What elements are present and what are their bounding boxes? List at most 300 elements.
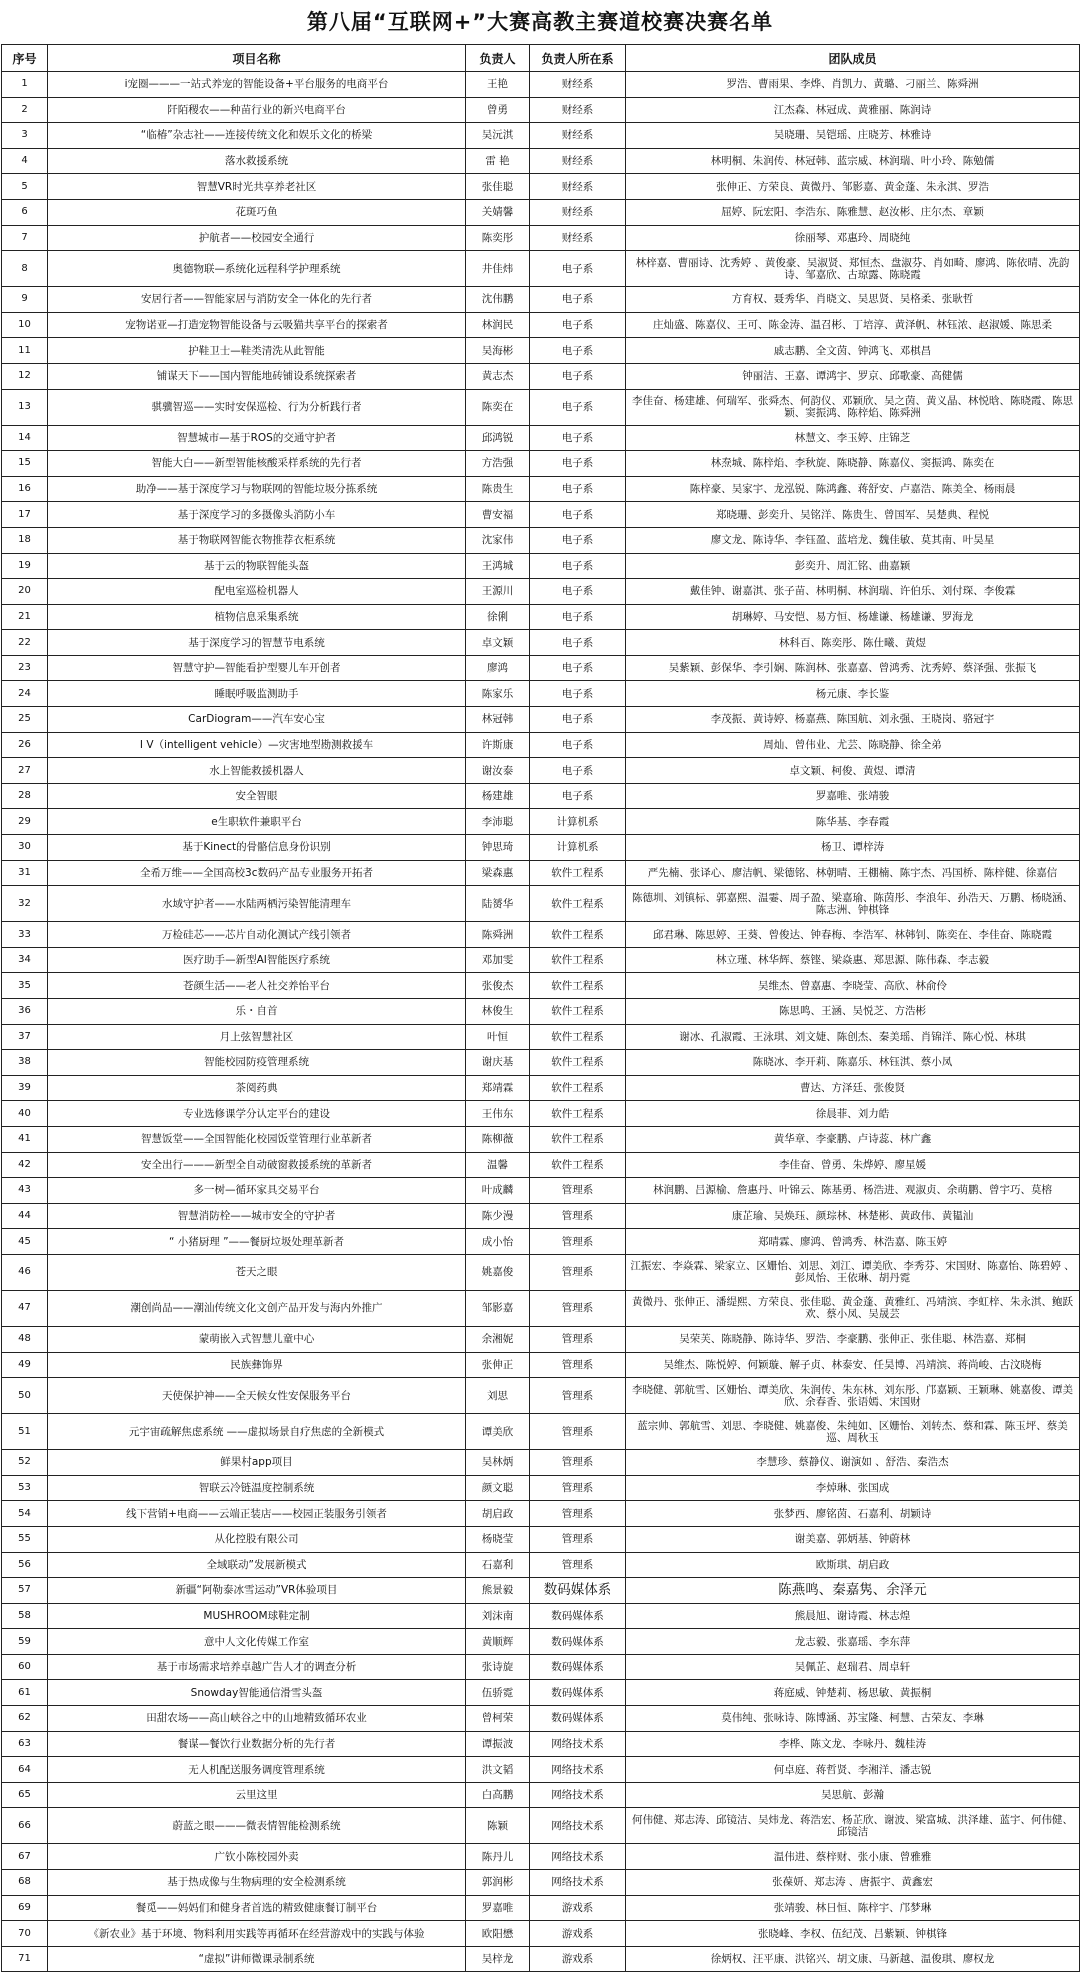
leader-cell: 邱鸿锐 [466,425,530,451]
project-name-cell: 餐谋—餐饮行业数据分析的先行者 [48,1731,466,1757]
row-index: 66 [2,1808,48,1844]
project-name-cell: 配电室巡检机器人 [48,579,466,605]
leader-cell: 罗嘉唯 [466,1895,530,1921]
row-index: 62 [2,1706,48,1732]
project-name-cell: 护鞋卫士—鞋类清洗从此智能 [48,338,466,364]
team-members-cell: 莫伟纯、张咏诗、陈博涵、苏宝隆、柯慧、古荣友、李琳 [626,1706,1080,1732]
table-row [2,476,1080,502]
project-name-cell: 茶阅药典 [48,1075,466,1101]
row-index: 5 [2,174,48,200]
leader-dept-cell: 管理系 [530,1526,626,1552]
team-members-cell: 曹达、方泽廷、张俊贤 [626,1075,1080,1101]
row-index: 39 [2,1075,48,1101]
project-name-cell: 睡眠呼吸监测助手 [48,681,466,707]
team-members-cell: 陈晓冰、李开莉、陈嘉乐、林钰淇、蔡小凤 [626,1050,1080,1076]
leader-dept-cell: 财经系 [530,148,626,174]
header-leader-dept: 负责人所在系 [530,45,626,72]
team-members-cell: 方育权、聂秀华、肖晓文、吴思贤、吴格柔、张耿哲 [626,287,1080,313]
team-members-cell: 庄灿盛、陈嘉仪、王可、陈金涛、温召彬、丁培淳、黄泽帆、林钰浓、赵淑媛、陈思柔 [626,312,1080,338]
table-row [2,860,1080,886]
leader-dept-cell: 财经系 [530,123,626,149]
table-row [2,1706,1080,1732]
leader-cell: 关婧馨 [466,199,530,225]
project-name-cell: 蒙萌嵌入式智慧儿童中心 [48,1326,466,1352]
leader-dept-cell: 电子系 [530,312,626,338]
project-name-cell: 落水救援系统 [48,148,466,174]
leader-cell: 王伟东 [466,1101,530,1127]
leader-cell: 陈颖 [466,1808,530,1844]
leader-dept-cell: 数码媒体系 [530,1706,626,1732]
leader-cell: 李沛聪 [466,809,530,835]
row-index: 65 [2,1782,48,1808]
row-index: 6 [2,199,48,225]
row-index: 25 [2,707,48,733]
leader-cell: 陈奕彤 [466,225,530,251]
team-members-cell: 杨元康、李长鉴 [626,681,1080,707]
row-index: 68 [2,1870,48,1896]
leader-dept-cell: 电子系 [530,758,626,784]
row-index: 3 [2,123,48,149]
row-index: 40 [2,1101,48,1127]
leader-cell: 刘思 [466,1378,530,1414]
leader-cell: 张佳聪 [466,174,530,200]
table-row [2,1378,1080,1414]
row-index: 15 [2,451,48,477]
team-members-cell: 何卓庭、蒋哲贤、李湘洋、潘志锐 [626,1757,1080,1783]
project-name-cell: 鲜果村app项目 [48,1450,466,1476]
leader-cell: 陈丹儿 [466,1844,530,1870]
leader-cell: 陈奕在 [466,389,530,425]
leader-dept-cell: 电子系 [530,287,626,313]
leader-dept-cell: 管理系 [530,1352,626,1378]
table-row [2,1326,1080,1352]
team-members-cell: 熊晨旭、谢诗霞、林志煌 [626,1603,1080,1629]
leader-cell: 胡启政 [466,1501,530,1527]
project-name-cell: 天使保护神——全天候女性安保服务平台 [48,1378,466,1414]
row-index: 28 [2,783,48,809]
project-name-cell: 医疗助手—新型AI智能医疗系统 [48,947,466,973]
leader-cell: 欧阳懋 [466,1921,530,1947]
project-name-cell: 民族彝饰界 [48,1352,466,1378]
table-row [2,1101,1080,1127]
table-row [2,527,1080,553]
table-row [2,1680,1080,1706]
row-index: 24 [2,681,48,707]
table-row [2,783,1080,809]
team-members-cell: 黄华章、李豪鹏、卢诗蕊、林广鑫 [626,1126,1080,1152]
project-name-cell: 从化控股有限公司 [48,1526,466,1552]
leader-cell: 邓加雯 [466,947,530,973]
row-index: 51 [2,1414,48,1450]
project-name-cell: MUSHROOM球鞋定制 [48,1603,466,1629]
table-row [2,1414,1080,1450]
leader-dept-cell: 电子系 [530,363,626,389]
leader-dept-cell: 数码媒体系 [530,1629,626,1655]
leader-cell: 陆赟华 [466,886,530,922]
leader-dept-cell: 电子系 [530,553,626,579]
project-name-cell: 花斑巧鱼 [48,199,466,225]
project-name-cell: 安居行者——智能家居与消防安全一体化的先行者 [48,287,466,313]
leader-cell: 黄顺辉 [466,1629,530,1655]
table-row [2,886,1080,922]
team-members-cell: 李茂振、黄诗婷、杨嘉燕、陈国航、刘永强、王晓岗、骆冠宇 [626,707,1080,733]
row-index: 11 [2,338,48,364]
leader-cell: 伍骄霓 [466,1680,530,1706]
project-name-cell: 智慧饭堂——全国智能化校园饭堂管理行业革新者 [48,1126,466,1152]
row-index: 47 [2,1290,48,1326]
team-members-cell: 江杰森、林冠成、黄雅丽、陈润诗 [626,97,1080,123]
leader-dept-cell: 软件工程系 [530,1050,626,1076]
leader-dept-cell: 软件工程系 [530,1126,626,1152]
project-name-cell: 线下营销+电商——云端正装店——校园正装服务引领者 [48,1501,466,1527]
row-index: 19 [2,553,48,579]
project-name-cell: e生职软件兼职平台 [48,809,466,835]
leader-cell: 温馨 [466,1152,530,1178]
leader-dept-cell: 管理系 [530,1501,626,1527]
row-index: 21 [2,604,48,630]
project-name-cell: 骐骥智巡——实时安保巡检、行为分析践行者 [48,389,466,425]
leader-dept-cell: 管理系 [530,1475,626,1501]
row-index: 7 [2,225,48,251]
table-row [2,1921,1080,1947]
leader-cell: 成小怡 [466,1229,530,1255]
team-members-cell: 严先楠、张译心、廖洁帆、梁德铭、林朝晴、王棚楠、陈宇杰、冯国桥、陈梓健、徐嘉信 [626,860,1080,886]
team-members-cell: 张梦西、廖铭茵、石嘉利、胡颖诗 [626,1501,1080,1527]
table-row [2,148,1080,174]
team-members-cell: 彭奕升、周汇铭、曲嘉颖 [626,553,1080,579]
team-members-cell: 徐炳权、汪平康、洪铭兴、胡文康、马新越、温俊琪、廖权龙 [626,1946,1080,1972]
team-members-cell: 陈燕鸣、秦嘉隽、余泽元 [626,1578,1080,1604]
table-row [2,251,1080,287]
table-row [2,1290,1080,1326]
project-name-cell: 乐・自首 [48,999,466,1025]
leader-cell: 熊景毅 [466,1578,530,1604]
project-name-cell: 智联云冷链温度控制系统 [48,1475,466,1501]
leader-cell: 颜文聪 [466,1475,530,1501]
team-members-cell: 林焘城、陈梓焰、李秋旋、陈晓静、陈嘉仪、窦振鸿、陈奕在 [626,451,1080,477]
team-members-cell: 李晓健、郭航雪、区姗怡、谭美欣、朱润传、朱东林、刘东彤、邝嘉颖、王颖琳、姚嘉俊、谭美欣、余春香、张语嫣、宋国财 [626,1378,1080,1414]
table-row [2,1450,1080,1476]
leader-dept-cell: 软件工程系 [530,999,626,1025]
leader-cell: 石嘉利 [466,1552,530,1578]
leader-cell: 廖鸿 [466,655,530,681]
table-row [2,999,1080,1025]
team-members-cell: 吴维杰、曾嘉惠、李晓莹、高欣、林俞伶 [626,973,1080,999]
leader-cell: 沈伟鹏 [466,287,530,313]
leader-dept-cell: 软件工程系 [530,922,626,948]
project-name-cell: 基于热成像与生物病理的安全检测系统 [48,1870,466,1896]
leader-cell: 王鸿城 [466,553,530,579]
leader-dept-cell: 电子系 [530,783,626,809]
row-index: 69 [2,1895,48,1921]
table-row [2,1229,1080,1255]
leader-cell: 林俊生 [466,999,530,1025]
project-name-cell: I V（intelligent vehicle）—灾害地型勘测救援车 [48,732,466,758]
header-row [2,45,1080,72]
leader-cell: 张俊杰 [466,973,530,999]
row-index: 2 [2,97,48,123]
leader-cell: 郑靖霖 [466,1075,530,1101]
leader-cell: 谢汝泰 [466,758,530,784]
project-name-cell: 安全出行———新型全自动破窗救援系统的革新者 [48,1152,466,1178]
table-row [2,835,1080,861]
row-index: 14 [2,425,48,451]
team-members-cell: 林科百、陈奕彤、陈仕曦、黄煜 [626,630,1080,656]
leader-cell: 钟思琦 [466,835,530,861]
leader-cell: 叶恒 [466,1024,530,1050]
row-index: 17 [2,502,48,528]
team-members-cell: 吴维杰、陈悦婷、何颖璇、解子贞、林泰安、任昊博、冯靖滨、蒋尚峻、古汶晓梅 [626,1352,1080,1378]
table-row [2,1578,1080,1604]
project-name-cell: 智慧VR时光共享养老社区 [48,174,466,200]
row-index: 18 [2,527,48,553]
row-index: 16 [2,476,48,502]
team-members-cell: 张伸正、方荣良、黄微丹、邹影嘉、黄金蓬、朱永淇、罗浩 [626,174,1080,200]
table-row [2,1782,1080,1808]
leader-cell: 陈贵生 [466,476,530,502]
project-name-cell: 月上弦智慧社区 [48,1024,466,1050]
leader-dept-cell: 软件工程系 [530,947,626,973]
row-index: 56 [2,1552,48,1578]
row-index: 45 [2,1229,48,1255]
team-members-cell: 李焯琳、张国成 [626,1475,1080,1501]
row-index: 43 [2,1178,48,1204]
project-name-cell: 智慧城市—基于ROS的交通守护者 [48,425,466,451]
table-row [2,553,1080,579]
leader-cell: 陈少漫 [466,1203,530,1229]
leader-dept-cell: 财经系 [530,225,626,251]
project-name-cell: 水上智能救援机器人 [48,758,466,784]
leader-cell: 王源川 [466,579,530,605]
team-members-cell: 胡琳婷、马安恺、易方恒、杨雄谦、杨雄谦、罗海龙 [626,604,1080,630]
table-row [2,1552,1080,1578]
table-row [2,1629,1080,1655]
team-members-cell: 杨卫、谭梓涛 [626,835,1080,861]
leader-dept-cell: 网络技术系 [530,1808,626,1844]
leader-dept-cell: 电子系 [530,451,626,477]
row-index: 63 [2,1731,48,1757]
table-row [2,363,1080,389]
leader-dept-cell: 数码媒体系 [530,1603,626,1629]
team-members-cell: 屈婷、阮宏阳、李浩东、陈雅慧、赵汝彬、庄尔杰、章颖 [626,199,1080,225]
leader-cell: 洪文韬 [466,1757,530,1783]
project-name-cell: i宠圈———一站式养宠的智能设备+平台服务的电商平台 [48,72,466,98]
row-index: 48 [2,1326,48,1352]
project-name-cell: “临椿”杂志社——连接传统文化和娱乐文化的桥梁 [48,123,466,149]
project-name-cell: 宠物诺亚—打造宠物智能设备与云吸猫共享平台的探索者 [48,312,466,338]
table-row [2,1731,1080,1757]
table-row [2,922,1080,948]
leader-dept-cell: 管理系 [530,1229,626,1255]
project-name-cell: 奥德物联—系统化远程科学护理系统 [48,251,466,287]
project-name-cell: 智能大白——新型智能核酸采样系统的先行者 [48,451,466,477]
table-row [2,225,1080,251]
project-name-cell: 阡陌稷农——种苗行业的新兴电商平台 [48,97,466,123]
team-members-cell: 张葆妍、郑志涛 、唐振宇、黄鑫宏 [626,1870,1080,1896]
row-index: 30 [2,835,48,861]
leader-dept-cell: 软件工程系 [530,1024,626,1050]
table-row [2,72,1080,98]
leader-cell: 许斯康 [466,732,530,758]
table-row [2,1603,1080,1629]
leader-dept-cell: 财经系 [530,97,626,123]
table-row [2,1501,1080,1527]
leader-dept-cell: 网络技术系 [530,1844,626,1870]
row-index: 67 [2,1844,48,1870]
leader-cell: 张诗旋 [466,1654,530,1680]
project-name-cell: “虚拟”讲师微课录制系统 [48,1946,466,1972]
leader-dept-cell: 计算机系 [530,809,626,835]
leader-cell: 曹安福 [466,502,530,528]
leader-cell: 陈家乐 [466,681,530,707]
leader-cell: 杨建雄 [466,783,530,809]
team-members-cell: 陈梓豪、吴家宇、龙泓锐、陈鸿鑫、蒋舒安、卢嘉浩、陈美全、杨雨晨 [626,476,1080,502]
leader-dept-cell: 数码媒体系 [530,1578,626,1604]
table-row [2,174,1080,200]
leader-dept-cell: 管理系 [530,1203,626,1229]
table-row [2,389,1080,425]
leader-dept-cell: 电子系 [530,681,626,707]
leader-dept-cell: 软件工程系 [530,1075,626,1101]
team-members-cell: 陈华基、李春霞 [626,809,1080,835]
header-team-members: 团队成员 [626,45,1080,72]
row-index: 10 [2,312,48,338]
team-members-cell: 吴佩芷、赵瑞君、周卓轩 [626,1654,1080,1680]
team-members-cell: 黄微丹、张伸正、潘缇熙、方荣良、张佳聪、黄金蓬、黄雅红、冯靖滨、李虹梓、朱永淇、鲍跃欢、蔡小凤、吴晟芸 [626,1290,1080,1326]
team-members-cell: 罗浩、曹雨果、李烨、肖凯力、黄璐、刁丽兰、陈舜洲 [626,72,1080,98]
leader-cell: 邹影嘉 [466,1290,530,1326]
project-name-cell: 意中人文化传媒工作室 [48,1629,466,1655]
row-index: 58 [2,1603,48,1629]
leader-dept-cell: 财经系 [530,199,626,225]
table-row [2,1152,1080,1178]
team-members-cell: 欧斯琪、胡启政 [626,1552,1080,1578]
leader-dept-cell: 管理系 [530,1290,626,1326]
project-name-cell: 多一树—循环家具交易平台 [48,1178,466,1204]
table-row [2,1526,1080,1552]
row-index: 57 [2,1578,48,1604]
leader-dept-cell: 电子系 [530,655,626,681]
leader-dept-cell: 电子系 [530,502,626,528]
row-index: 55 [2,1526,48,1552]
leader-dept-cell: 财经系 [530,174,626,200]
table-row [2,809,1080,835]
leader-dept-cell: 游戏系 [530,1921,626,1947]
leader-cell: 林润民 [466,312,530,338]
project-name-cell: 基于深度学习的多摄像头消防小车 [48,502,466,528]
table-row [2,1203,1080,1229]
row-index: 61 [2,1680,48,1706]
row-index: 41 [2,1126,48,1152]
team-members-cell: 林润鹏、吕源榆、詹惠丹、叶锦云、陈基勇、杨浩进、观淑贞、余萌鹏、曾宇巧、莫榕 [626,1178,1080,1204]
team-members-cell: 戚志鹏、全文茵、钟鸿飞、邓棋昌 [626,338,1080,364]
leader-dept-cell: 电子系 [530,389,626,425]
row-index: 70 [2,1921,48,1947]
table-row [2,1757,1080,1783]
project-name-cell: 田甜农场——高山峡谷之中的山地精致循环农业 [48,1706,466,1732]
row-index: 13 [2,389,48,425]
header-index: 序号 [2,45,48,72]
project-name-cell: 基于深度学习的智慧节电系统 [48,630,466,656]
table-row [2,1946,1080,1972]
leader-dept-cell: 软件工程系 [530,860,626,886]
project-name-cell: 基于市场需求培养卓越广告人才的调查分析 [48,1654,466,1680]
leader-cell: 吴林炳 [466,1450,530,1476]
team-members-cell: 陈德圳、刘镇标、郭嘉熙、温霎、周子盈、梁嘉瑜、陈茵彤、李浪年、孙浩天、万鹏、杨晓涵、陈志洲、钟棋锋 [626,886,1080,922]
leader-dept-cell: 软件工程系 [530,1152,626,1178]
table-row [2,1808,1080,1844]
team-members-cell: 郑晓珊、彭奕升、吴铭洋、陈贵生、曾国军、吴楚典、程悦 [626,502,1080,528]
row-index: 53 [2,1475,48,1501]
table-row [2,1475,1080,1501]
project-name-cell: 苍天之眼 [48,1254,466,1290]
project-name-cell: 云里这里 [48,1782,466,1808]
row-index: 42 [2,1152,48,1178]
leader-cell: 沈家伟 [466,527,530,553]
leader-dept-cell: 管理系 [530,1450,626,1476]
leader-dept-cell: 网络技术系 [530,1731,626,1757]
leader-cell: 方浩强 [466,451,530,477]
team-members-cell: 徐晨菲、刘力皓 [626,1101,1080,1127]
leader-cell: 陈舜洲 [466,922,530,948]
leader-dept-cell: 游戏系 [530,1946,626,1972]
project-name-cell: 智慧消防栓——城市安全的守护者 [48,1203,466,1229]
project-name-cell: 智能校园防疫管理系统 [48,1050,466,1076]
document-title: 第八届“互联网+”大赛高教主赛道校赛决赛名单 [306,10,774,34]
project-name-cell: 专业选修课学分认定平台的建设 [48,1101,466,1127]
project-name-cell: 广钦小陈校园外卖 [48,1844,466,1870]
team-members-cell: 谢美嘉、郭炳基、钟蔚林 [626,1526,1080,1552]
leader-cell: 王艳 [466,72,530,98]
team-members-cell: 康芷瑜、吴焕珏、颜琮林、林楚彬、黄政伟、黄韫汕 [626,1203,1080,1229]
row-index: 4 [2,148,48,174]
row-index: 20 [2,579,48,605]
row-index: 31 [2,860,48,886]
table-row [2,1126,1080,1152]
row-index: 37 [2,1024,48,1050]
table-row [2,681,1080,707]
table-row [2,1254,1080,1290]
leader-dept-cell: 电子系 [530,604,626,630]
table-row [2,1654,1080,1680]
leader-cell: 雷 艳 [466,148,530,174]
team-members-cell: 蒋庭威、钟楚莉、杨思敏、黄振桐 [626,1680,1080,1706]
team-members-cell: 陈思鸣、王涵、吴悦芝、方浩彬 [626,999,1080,1025]
row-index: 49 [2,1352,48,1378]
leader-cell: 卓文颖 [466,630,530,656]
table-row [2,123,1080,149]
leader-dept-cell: 管理系 [530,1254,626,1290]
leader-cell: 黄志杰 [466,363,530,389]
team-members-cell: 戴佳钟、谢嘉淇、张子苗、林明桐、林润瑞、许伯乐、刘付琛、李俊霖 [626,579,1080,605]
team-members-cell: 周灿、曾伟业、尤芸、陈晓静、徐全弟 [626,732,1080,758]
table-row [2,97,1080,123]
leader-cell: 叶成麟 [466,1178,530,1204]
row-index: 29 [2,809,48,835]
leader-cell: 吴海彬 [466,338,530,364]
leader-dept-cell: 电子系 [530,251,626,287]
team-members-cell: 吴晓珊、吴铠瑶、庄晓芳、林雅诗 [626,123,1080,149]
project-name-cell: 无人机配送服务调度管理系统 [48,1757,466,1783]
table-row [2,1024,1080,1050]
leader-dept-cell: 电子系 [530,425,626,451]
team-members-cell: 张靖骏、林日恒、陈梓宇、邝梦琳 [626,1895,1080,1921]
team-members-cell: 吴荣芙、陈晓静、陈诗华、罗浩、李豪鹏、张伸正、张佳聪、林浩嘉、郑桐 [626,1326,1080,1352]
header-project-name: 项目名称 [48,45,466,72]
leader-cell: 谭美欣 [466,1414,530,1450]
table-row [2,287,1080,313]
team-members-cell: 李桦、陈文龙、李咏丹、魏桂涛 [626,1731,1080,1757]
